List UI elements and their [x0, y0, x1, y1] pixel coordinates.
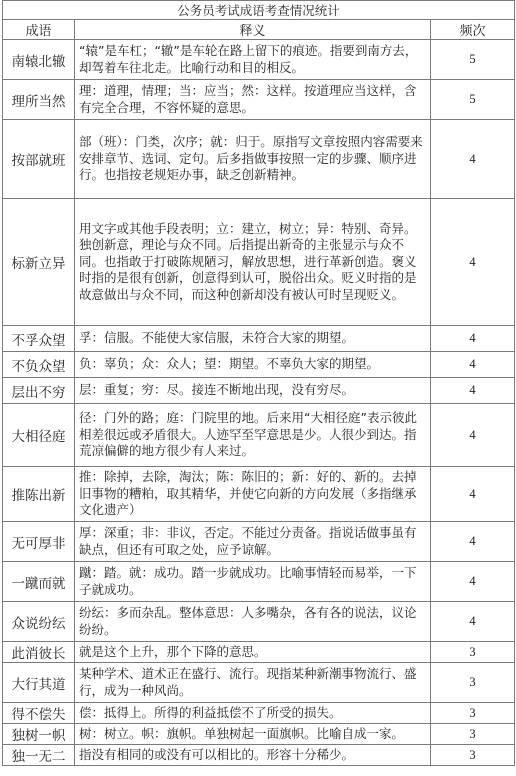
table-row — [3, 467, 515, 522]
frequency-cell: 4 — [431, 404, 515, 467]
idiom-cell: 标新立异 — [3, 199, 75, 326]
frequency-cell: 3 — [431, 642, 515, 663]
meaning-cell: 树：树立。帜：旗帜。单独树起一面旗帜。比喻自成一家。 — [75, 724, 431, 745]
meaning-cell: 孚：信服。不能使大家信服，未符合大家的期望。 — [75, 326, 431, 352]
table-row — [3, 602, 515, 642]
frequency-cell: 4 — [431, 326, 515, 352]
table-row — [3, 562, 515, 602]
idiom-cell: 此消彼长 — [3, 642, 75, 663]
table-row — [3, 352, 515, 378]
frequency-cell: 5 — [431, 80, 515, 120]
table-row — [3, 663, 515, 703]
idiom-cell: 理所当然 — [3, 80, 75, 120]
idiom-cell: 按部就班 — [3, 120, 75, 199]
idiom-cell: 南辕北辙 — [3, 40, 75, 80]
table-row — [3, 378, 515, 404]
meaning-cell: 指没有相同的或没有可以相比的。形容十分稀少。 — [75, 745, 431, 766]
table-row — [3, 80, 515, 120]
table-row — [3, 326, 515, 352]
meaning-cell: 蹴：踏。就：成功。踏一步就成功。比喻事情轻而易举，一下子就成功。 — [75, 562, 431, 602]
meaning-cell: 偿：抵得上。所得的利益抵偿不了所受的损失。 — [75, 703, 431, 724]
table-row — [3, 745, 515, 766]
meaning-cell: 纷纭：多而杂乱。整体意思：人多嘴杂，各有各的说法，议论纷纷。 — [75, 602, 431, 642]
frequency-cell: 3 — [431, 703, 515, 724]
table-row — [3, 120, 515, 199]
meaning-cell: 径：门外的路；庭：门院里的地。后来用“大相径庭”表示彼此相差很远或矛盾很大。人迹罕至罕意思是少。人很少到达。指荒凉偏僻的地方很少有人来过。 — [75, 404, 431, 467]
meaning-cell: “辕”是车杠；“辙”是车轮在路上留下的痕迹。指要到南方去，却驾着车往北走。比喻行动和目的相反。 — [75, 40, 431, 80]
header-frequency: 频次 — [431, 20, 515, 40]
idiom-cell: 众说纷纭 — [3, 602, 75, 642]
meaning-cell: 就是这个上升，那个下降的意思。 — [75, 642, 431, 663]
idiom-cell: 一蹴而就 — [3, 562, 75, 602]
idiom-cell: 大相径庭 — [3, 404, 75, 467]
title-row — [3, 1, 515, 20]
meaning-cell: 部（班）：门类，次序；就：归于。原指写文章按照内容需要来安排章节、选词、定句。后多指做事按照一定的步骤、顺序进行。也指按老规矩办事，缺乏创新精神。 — [75, 120, 431, 199]
frequency-cell: 4 — [431, 562, 515, 602]
meaning-cell: 负：辜负；众：众人；望：期望。不辜负大家的期望。 — [75, 352, 431, 378]
table-row — [3, 642, 515, 663]
frequency-cell: 4 — [431, 120, 515, 199]
table-row — [3, 703, 515, 724]
idiom-cell: 层出不穷 — [3, 378, 75, 404]
meaning-cell: 推：除掉，去除，淘汰；陈：陈旧的；新：好的、新的。去掉旧事物的糟粕，取其精华，并使它向新的方向发展（多指继承文化遗产） — [75, 467, 431, 522]
frequency-cell: 5 — [431, 40, 515, 80]
meaning-cell: 用文字或其他手段表明；立：建立，树立；异：特别、奇异。独创新意，理论与众不同。后指提出新奇的主张显示与众不同。也指敢于打破陈规陋习，解放思想，进行革新创造。褒义时指的是很有创新，创意得到认可，脱俗出众。贬义时指的是故意做出与众不同，而这种创新却没有被认可时呈现贬义。 — [75, 199, 431, 326]
idiom-cell: 无可厚非 — [3, 522, 75, 562]
table-row — [3, 522, 515, 562]
frequency-cell: 4 — [431, 378, 515, 404]
meaning-cell: 厚：深重；非：非议，否定。不能过分责备。指说话做事虽有缺点，但还有可取之处，应予谅解。 — [75, 522, 431, 562]
frequency-cell: 3 — [431, 724, 515, 745]
idiom-cell: 独一无二 — [3, 745, 75, 766]
frequency-cell: 4 — [431, 352, 515, 378]
header-idiom: 成语 — [3, 20, 75, 40]
meaning-cell: 层：重复；穷：尽。接连不断地出现，没有穷尽。 — [75, 378, 431, 404]
idiom-cell: 推陈出新 — [3, 467, 75, 522]
table-row — [3, 724, 515, 745]
frequency-cell: 4 — [431, 467, 515, 522]
idiom-table — [2, 0, 515, 766]
table-row — [3, 404, 515, 467]
idiom-cell: 大行其道 — [3, 663, 75, 703]
meaning-cell: 理：道理，情理；当：应当；然：这样。按道理应当这样，含有完全合理，不容怀疑的意思。 — [75, 80, 431, 120]
idiom-cell: 独树一帜 — [3, 724, 75, 745]
idiom-cell: 得不偿失 — [3, 703, 75, 724]
table-title: 公务员考试成语考查情况统计 — [3, 1, 515, 20]
table-row — [3, 199, 515, 326]
meaning-cell: 某种学术、道术正在盛行、流行。现指某种新潮事物流行、盛行，成为一种风尚。 — [75, 663, 431, 703]
table-row — [3, 40, 515, 80]
frequency-cell: 4 — [431, 199, 515, 326]
frequency-cell: 4 — [431, 522, 515, 562]
header-row — [3, 20, 515, 40]
idiom-cell: 不孚众望 — [3, 326, 75, 352]
header-meaning: 释义 — [75, 20, 431, 40]
frequency-cell: 3 — [431, 663, 515, 703]
frequency-cell: 3 — [431, 745, 515, 766]
frequency-cell: 4 — [431, 602, 515, 642]
idiom-cell: 不负众望 — [3, 352, 75, 378]
